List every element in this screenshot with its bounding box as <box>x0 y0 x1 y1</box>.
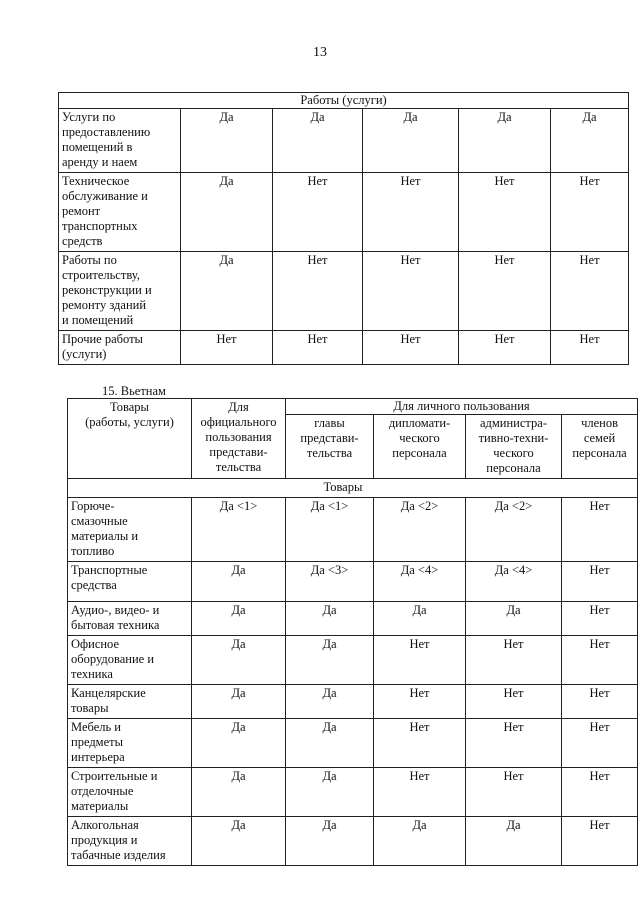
table-row <box>68 817 638 866</box>
cell-value: Да <box>286 685 374 719</box>
cell-value: Нет <box>363 331 459 365</box>
table-row <box>68 602 638 636</box>
table-row <box>59 173 629 252</box>
cell-value: Да <box>374 602 466 636</box>
cell-value: Да <box>181 252 273 331</box>
row-label: Техническое обслуживание и ремонт транспортных средств <box>59 173 181 252</box>
table-row <box>68 636 638 685</box>
cell-value: Да <box>286 636 374 685</box>
cell-value: Да <2> <box>374 498 466 562</box>
cell-value: Да <box>192 768 286 817</box>
row-label: Горюче- смазочные материалы и топливо <box>68 498 192 562</box>
table-row <box>68 768 638 817</box>
cell-value: Да <box>273 109 363 173</box>
works-services-table <box>58 92 629 365</box>
cell-value: Нет <box>374 636 466 685</box>
col-personal-header: Для личного пользования <box>286 399 638 415</box>
row-label: Прочие работы (услуги) <box>59 331 181 365</box>
cell-value: Да <box>363 109 459 173</box>
row-label: Услуги по предоставлению помещений в аренду и наем <box>59 109 181 173</box>
col-diplomatic-staff: дипломати- ческого персонала <box>374 415 466 479</box>
cell-value: Да <1> <box>192 498 286 562</box>
page-number: 13 <box>313 45 327 60</box>
cell-value: Да <box>286 768 374 817</box>
row-label: Алкогольная продукция и табачные изделия <box>68 817 192 866</box>
cell-value: Нет <box>181 331 273 365</box>
cell-value: Да <3> <box>286 562 374 602</box>
table-row <box>59 331 629 365</box>
cell-value: Нет <box>273 252 363 331</box>
cell-value: Нет <box>459 252 551 331</box>
col-goods-header: Товары (работы, услуги) <box>68 399 192 479</box>
cell-value: Нет <box>459 173 551 252</box>
cell-value: Нет <box>459 331 551 365</box>
cell-value: Нет <box>562 562 638 602</box>
cell-value: Да <box>181 109 273 173</box>
col-family-members: членов семей персонала <box>562 415 638 479</box>
cell-value: Да <box>466 602 562 636</box>
col-official-header: Для официального пользования представи- тельства <box>192 399 286 479</box>
row-label: Работы по строительству, реконструкции и ремонту зданий и помещений <box>59 252 181 331</box>
cell-value: Нет <box>466 719 562 768</box>
table-row <box>68 562 638 602</box>
cell-value: Нет <box>562 719 638 768</box>
cell-value: Да <1> <box>286 498 374 562</box>
cell-value: Нет <box>562 685 638 719</box>
cell-value: Нет <box>562 602 638 636</box>
cell-value: Да <4> <box>374 562 466 602</box>
table-row <box>68 685 638 719</box>
cell-value: Да <box>286 719 374 768</box>
cell-value: Да <box>286 817 374 866</box>
cell-value: Нет <box>466 636 562 685</box>
cell-value: Нет <box>562 768 638 817</box>
cell-value: Нет <box>551 331 629 365</box>
cell-value: Нет <box>466 685 562 719</box>
cell-value: Нет <box>363 252 459 331</box>
cell-value: Да <box>374 817 466 866</box>
cell-value: Нет <box>551 173 629 252</box>
cell-value: Нет <box>562 636 638 685</box>
cell-value: Да <box>192 817 286 866</box>
cell-value: Да <box>466 817 562 866</box>
cell-value: Да <box>459 109 551 173</box>
col-head-of-mission: главы представи- тельства <box>286 415 374 479</box>
col-admin-tech-staff: администра- тивно-техни- ческого персонала <box>466 415 562 479</box>
cell-value: Нет <box>466 768 562 817</box>
cell-value: Да <4> <box>466 562 562 602</box>
row-label: Канцелярские товары <box>68 685 192 719</box>
row-label: Мебель и предметы интерьера <box>68 719 192 768</box>
cell-value: Нет <box>551 252 629 331</box>
cell-value: Да <box>286 602 374 636</box>
cell-value: Да <box>192 602 286 636</box>
cell-value: Да <box>181 173 273 252</box>
cell-value: Да <box>192 562 286 602</box>
section-title: 15. Вьетнам <box>102 384 166 398</box>
cell-value: Нет <box>273 173 363 252</box>
table1-header: Работы (услуги) <box>59 93 629 109</box>
table-row <box>68 719 638 768</box>
cell-value: Нет <box>374 768 466 817</box>
row-label: Строительные и отделочные материалы <box>68 768 192 817</box>
cell-value: Нет <box>374 719 466 768</box>
cell-value: Да <2> <box>466 498 562 562</box>
cell-value: Нет <box>562 498 638 562</box>
cell-value: Нет <box>562 817 638 866</box>
table-row <box>59 252 629 331</box>
cell-value: Да <box>551 109 629 173</box>
row-label: Транспортные средства <box>68 562 192 602</box>
table-row <box>68 498 638 562</box>
cell-value: Нет <box>374 685 466 719</box>
vietnam-goods-table <box>67 398 638 866</box>
cell-value: Да <box>192 685 286 719</box>
cell-value: Нет <box>363 173 459 252</box>
cell-value: Да <box>192 636 286 685</box>
table-row <box>59 109 629 173</box>
row-label: Офисное оборудование и техника <box>68 636 192 685</box>
goods-subheader: Товары <box>286 479 638 498</box>
cell-value: Да <box>192 719 286 768</box>
cell-value: Нет <box>273 331 363 365</box>
row-label: Аудио-, видео- и бытовая техника <box>68 602 192 636</box>
